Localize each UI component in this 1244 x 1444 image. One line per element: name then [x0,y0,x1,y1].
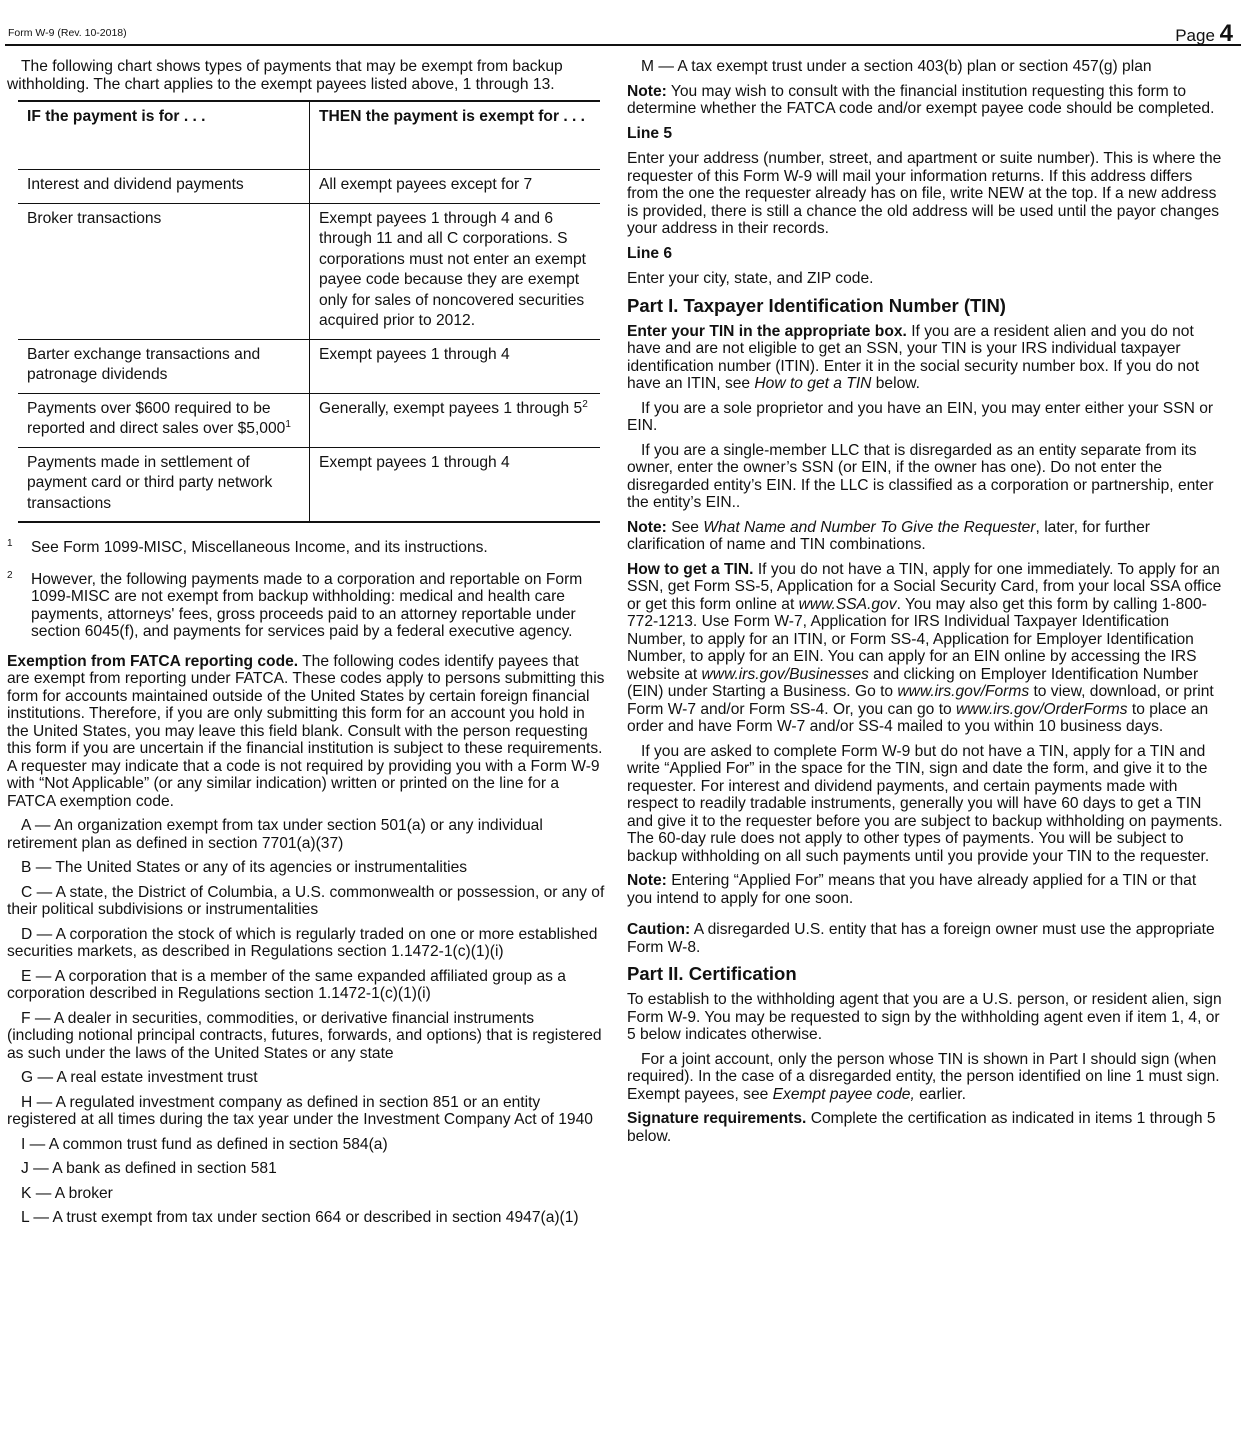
table-cell: Generally, exempt payees 1 through $5^2$ [319,398,588,417]
table-header-row [18,101,600,170]
irs-orderforms-link: www.irs.gov/OrderForms [956,700,1128,718]
enter-tin-paragraph: Enter your TIN in the appropriate box. If you are a resident alien and you do not have and are not eligible to get an SSN, your TIN is your IRS individual taxpayer identification number (ITIN). Enter it in the social security number box. If you do not have an ITIN, see How to get a TIN below. [627,322,1200,392]
chart-intro: The following chart shows types of payments that may be exempt from backup withholding. The chart applies to the exempt payees listed above, 1 through 13. [7,58,563,93]
footnote: 1 See Form 1099-MISC, Miscellaneous Income, and its instructions. [7,538,488,556]
right-column [627,58,1225,1152]
caution-paragraph: Caution: A disregarded U.S. entity that has a foreign owner must use the appropriate Form W-8. [627,921,1215,956]
line5-paragraph: Enter your address (number, street, and apartment or suite number). This is where the requester of this Form W-9 will mail your information returns. If this address differs from the one the requester already has on file, write NEW at the top. If a new address is provided, there is still a chance the old address will be used until the payor changes your address in their records. [627,150,1222,237]
certification-paragraph: To establish to the withholding agent that you are a U.S. person, or resident alien, sign Form W-9. You may be requested to sign by the withholding agent even if item 1, 4, or 5 below indicates otherwise. [627,991,1222,1043]
fatca-code: C — A state, the District of Columbia, a U.S. commonwealth or possession, or any of their political subdivisions or instrumentalities [7,883,605,918]
exempt-payments-table [18,100,600,523]
table-row [18,339,600,393]
table-cell: Barter exchange transactions and patronage dividends [18,339,310,393]
page-number: Page 4 [1175,19,1233,47]
fatca-code: D — A corporation the stock of which is regularly traded on one or more established securities markets, as described in Regulations section 1.1472-1(c)(1)(i) [7,925,598,960]
table-row [18,170,600,204]
fatca-code: B — The United States or any of its agencies or instrumentalities [21,859,468,876]
table-cell: All exempt payees except for 7 [319,176,533,193]
part2-heading: Part II. Certification [627,963,797,984]
table-row [18,447,600,522]
fatca-code: H — A regulated investment company as defined in section 851 or an entity registered at all times during the tax year under the Investment Company Act of 1940 [7,1093,593,1128]
fatca-code: M — A tax exempt trust under a section 403(b) plan or section 457(g) plan [641,58,1152,75]
table-cell: Payments made in settlement of payment card or third party network transactions [18,447,310,522]
table-header: THEN the payment is exempt for . . . [319,108,586,125]
note-paragraph: Note: You may wish to consult with the financial institution requesting this form to determine whether the FATCA code and/or exempt payee code should be completed. [627,82,1215,117]
page-header [5,20,1241,46]
table-cell: Exempt payees 1 through 4 [319,345,510,363]
part1-heading: Part I. Taxpayer Identification Number (TIN) [627,294,1006,316]
form-id: Form W-9 (Rev. 10-2018) [8,26,127,39]
fatca-code: L — A trust exempt from tax under section 664 or described in section 4947(a)(1) [21,1209,579,1226]
table-cell: Exempt payees 1 through 4 and 6 through 11 and all C corporations. S corporations must not enter an exempt payee code because they are exempt only for sales of noncovered securities acquired prior to 2012. [319,209,586,329]
fatca-code: K — A broker [21,1184,113,1202]
irs-forms-link: www.irs.gov/Forms [897,683,1030,700]
table-cell: Interest and dividend payments [18,170,310,204]
footnote-ref: 1 [285,418,291,430]
footnote: 2 However, the following payments made to a corporation and reportable on Form 1099-MISC are not exempt from backup withholding: medical and health care payments, attorneys' fees, gross proceeds paid to an attorney reportable under section 6045(f), and payments for services paid by a federal executive agency. [7,569,583,640]
applied-for-paragraph: If you are asked to complete Form W-9 but do not have a TIN, apply for a TIN and write “Applied For” in the space for the TIN, sign and date the form, and give it to the requester. For interest and dividend payments, and certain payments made with respect to readily tradable instruments, generally you will have 60 days to get a TIN and give it to the requester before you are subject to backup withholding on payments. The 60-day rule does not apply to other types of payments. You will be subject to backup withholding on all such payments until you provide your TIN to the requester. [627,742,1223,865]
left-column [7,58,605,1234]
how-to-get-tin-paragraph: How to get a TIN. If you do not have a TIN, apply for one immediately. To apply for an SSN, get Form SS-5, Application for a Social Security Card, from your local SSA office or get this form online at www.SSA.gov. You may also get this form by calling 1-800-772-1213. Use Form W-7, Application for IRS Individual Taxpayer Identification Number, to apply for an ITIN, or Form SS-4, Application for Employer Identification Number, to apply for an EIN. You can apply for an EIN online by accessing the IRS website at www.irs.gov/Businesses and clicking on Employer Identification Number (EIN) under Starting a Business. Go to www.irs.gov/Forms to view, download, or print Form W-7 and/or Form SS-4. Or, you can go to www.irs.gov/OrderForms to place an order and have Form W-7 and/or SS-4 mailed to you within 10 business days. [627,560,1222,735]
fatca-code: E — A corporation that is a member of the same expanded affiliated group as a corporation described in Regulations section 1.1472-1(c)(1)(i) [7,967,566,1002]
fatca-code: A — An organization exempt from tax under section 501(a) or any individual retirement plan as defined in section 7701(a)(37) [7,817,543,852]
note-paragraph: Note: Entering “Applied For” means that you have already applied for a TIN or that you intend to apply for one soon. [627,872,1197,907]
fatca-code: G — A real estate investment trust [21,1069,258,1086]
table-cell: Exempt payees 1 through 4 [319,453,510,471]
sole-proprietor-paragraph: If you are a sole proprietor and you have an EIN, you may enter either your SSN or EIN. [627,399,1214,434]
fatca-code: I — A common trust fund as defined in section 584(a) [21,1135,388,1153]
note-paragraph: Note: See What Name and Number To Give the Requester, later, for further clarification of name and TIN combinations. [627,518,1150,553]
table-header: IF the payment is for . . . [18,101,310,170]
table-cell: Payments over $600 required to be reported and direct sales over $5,000$^1$ [18,393,310,447]
signature-requirements-paragraph: Signature requirements. Complete the certification as indicated in items 1 through 5 below. [627,1110,1216,1145]
joint-account-paragraph: For a joint account, only the person whose TIN is shown in Part I should sign (when required). In the case of a disregarded entity, the person identified on line 1 must sign. Exempt payees, see Exempt payee code, earlier. [627,1050,1220,1103]
line6-paragraph: Enter your city, state, and ZIP code. [627,270,874,287]
fatca-paragraph: Exemption from FATCA reporting code. The following codes identify payees that are exempt from reporting under FATCA. These codes apply to persons submitting this form for accounts maintained outside of the United States by certain foreign financial institutions. Therefore, if you are only submitting this form for an account you hold in the United States, you may leave this field blank. Consult with the person requesting this form if you are uncertain if the financial institution is subject to these requirements. A requester may indicate that a code is not required by providing you with a Form W-9 with “Not Applicable” (or any similar indication) written or printed on the line for a FATCA exemption code. [7,652,605,810]
fatca-code: F — A dealer in securities, commodities, or derivative financial instruments (including notional principal contracts, futures, forwards, and options) that is registered as such under the laws of the United States or any state [7,1009,602,1062]
table-row [18,393,600,447]
footnote-ref: 2 [582,398,588,410]
ssa-link: www.SSA.gov [798,595,897,613]
section-heading: Line 5 [627,124,673,142]
table-row [18,203,600,339]
fatca-code: J — A bank as defined in section 581 [21,1160,277,1177]
llc-paragraph: If you are a single-member LLC that is disregarded as an entity separate from its owner, enter the owner’s SSN (or EIN, if the owner has one). Do not enter the disregarded entity’s EIN. If the LLC is classified as a corporation or partnership, enter the entity’s EIN.. [627,441,1214,511]
table-cell: Broker transactions [18,203,310,339]
irs-businesses-link: www.irs.gov/Businesses [701,665,869,683]
section-heading: Line 6 [627,244,673,262]
